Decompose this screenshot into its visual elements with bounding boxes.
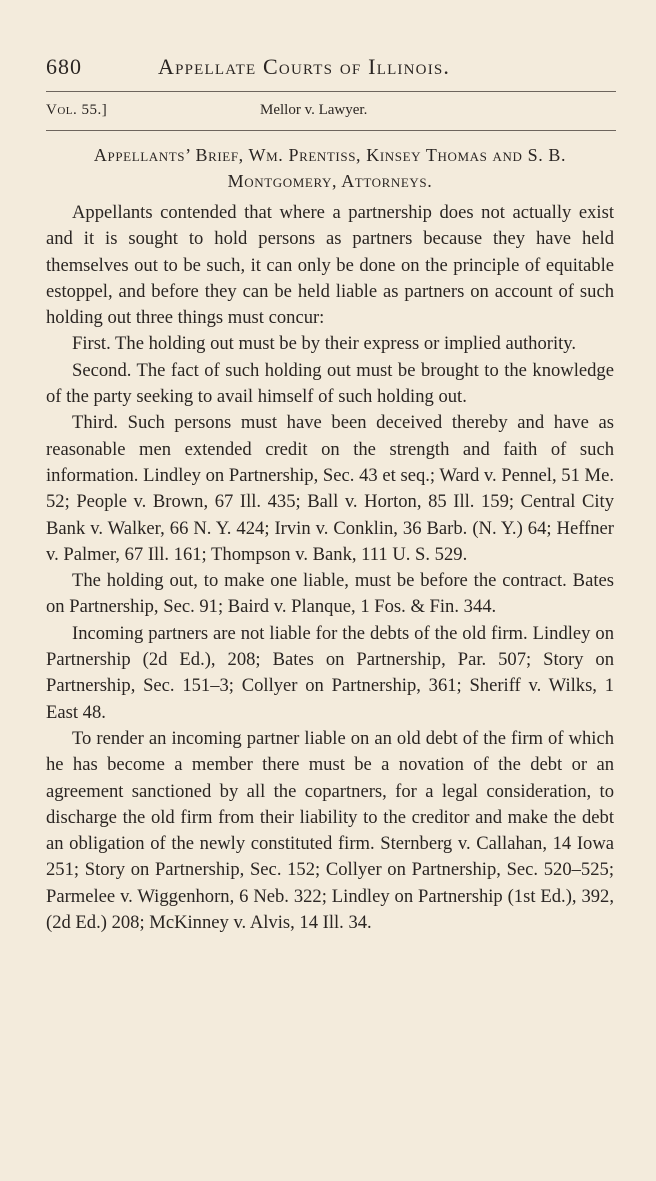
header-rule-top <box>46 91 616 92</box>
paragraph: Second. The fact of such holding out must be brought to the knowledge of the party seeking to avail himself of such holding out. <box>46 359 614 408</box>
journal-title: Appellate Courts of Illinois. <box>158 54 451 79</box>
paragraph: To render an incoming partner liable on an old debt of the firm of which he has become a member there must be a novation of the debt or an agreement sanctioned by all the copartners, for a legal consideration, to discharge the old firm from their liability to the creditor and make the debt an obligation of the newly constituted firm. Sternberg v. Callahan, 14 Iowa 251; Story on Partnership, Sec. 152; Collyer on Partnership, Sec. 520–525; Parmelee v. Wiggenhorn, 6 Neb. 322; Lindley on Partnership (1st Ed.), 392, (2d Ed.) 208; McKinney v. Alvis, 14 Ill. 34. <box>46 727 614 934</box>
paragraph: First. The holding out must be by their express or implied authority. <box>72 333 577 355</box>
paragraph: Incoming partners are not liable for the debts of the old firm. Lindley on Partnership (2d Ed.), 208; Bates on Partnership, Par. 507; Story on Partnership, Sec. 151–3; Collyer on Partnership, 361; Sheriff v. Wilks, 1 East 48. <box>46 622 614 723</box>
body-text <box>46 200 614 936</box>
paragraph: The holding out, to make one liable, must be before the contract. Bates on Partnership, Sec. 91; Baird v. Planque, 1 Fos. & Fin. 344. <box>46 570 614 618</box>
volume-label: Vol. 55.] <box>46 102 108 118</box>
header-rule-bottom <box>46 130 616 131</box>
running-head <box>46 50 612 82</box>
sub-header <box>46 100 616 124</box>
paragraph: Third. Such persons must have been deceived thereby and have as reasonable men extended credit on the strength and faith of such information. Lindley on Partnership, Sec. 43 et seq.; Ward v. Pennel, 51 Me. 52; People v. Brown, 67 Ill. 435; Ball v. Horton, 85 Ill. 159; Central City Bank v. Walker, 66 N. Y. 424; Irvin v. Conklin, 36 Barb. (N. Y.) 64; Heffner v. Palmer, 67 Ill. 161; Thompson v. Bank, 111 U. S. 529. <box>46 412 614 565</box>
case-name: Mellor v. Lawyer. <box>260 102 368 118</box>
page-number: 680 <box>46 54 82 79</box>
paragraph: Appellants contended that where a partnership does not actually exist and it is sought to hold persons as partners because they have held themselves out to be such, it can only be done on the principle of equitable estoppel, and before they can be held liable as partners on account of such holding out three things must concur: <box>46 202 614 329</box>
brief-heading: Appellants’ Brief, Wm. Prentiss, Kinsey Thomas and S. B. Montgomery, Attorneys. <box>93 145 567 191</box>
